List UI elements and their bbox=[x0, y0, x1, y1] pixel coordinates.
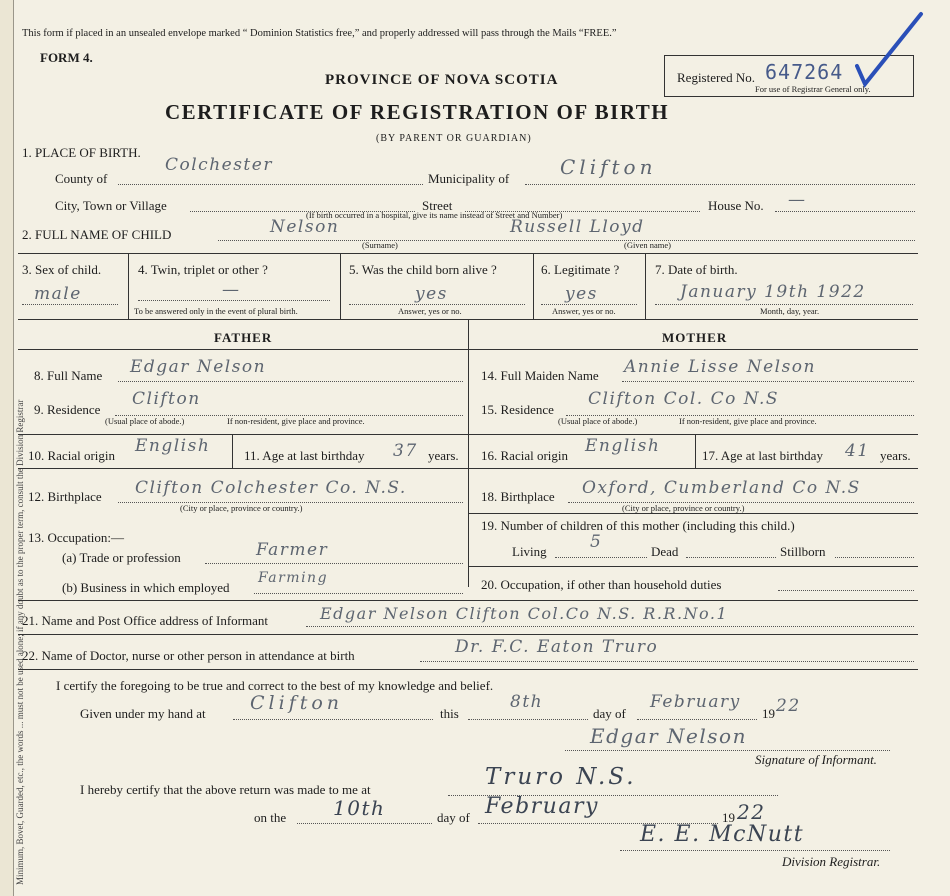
father-age-label: 11. Age at last birthday bbox=[244, 448, 365, 463]
county-value: Colchester bbox=[165, 155, 273, 175]
form-number: FORM 4. bbox=[40, 50, 93, 65]
certify-statement: I certify the foregoing to be true and correct to the best of my knowledge and belief. bbox=[56, 678, 494, 693]
mother-racial-label: 16. Racial origin bbox=[481, 448, 569, 463]
hospital-note: (If birth occurred in a hospital, give its name instead of Street and Number) bbox=[306, 210, 563, 220]
registrar-day-of-label: day of bbox=[437, 810, 470, 825]
father-residence-value: Clifton bbox=[132, 389, 201, 409]
father-birthplace-label: 12. Birthplace bbox=[28, 489, 102, 504]
mother-age-label: 17. Age at last birthday bbox=[702, 448, 823, 463]
father-residence-label: 9. Residence bbox=[34, 402, 101, 417]
legitimate-value: yes bbox=[565, 284, 598, 304]
given-name-note: (Given name) bbox=[624, 240, 671, 250]
given-place-value: Clifton bbox=[250, 692, 344, 714]
date-of-birth-value: January 19th 1922 bbox=[680, 282, 866, 302]
given-day-value: 8th bbox=[510, 692, 544, 712]
sex-value: male bbox=[34, 284, 82, 304]
given-under-label: Given under my hand at bbox=[80, 706, 206, 721]
mother-racial-value: English bbox=[585, 436, 661, 456]
business-value: Farming bbox=[258, 570, 329, 586]
father-heading: FATHER bbox=[214, 330, 273, 345]
trade-label: (a) Trade or profession bbox=[62, 550, 181, 565]
mother-heading: MOTHER bbox=[662, 330, 728, 345]
division-registrar-label: Division Registrar. bbox=[782, 854, 881, 869]
father-residence-note2: If non-resident, give place and province. bbox=[227, 416, 365, 426]
child-name-label: 2. FULL NAME OF CHILD bbox=[22, 227, 172, 242]
father-birthplace-value: Clifton Colchester Co. N.S. bbox=[135, 478, 407, 498]
twin-label: 4. Twin, triplet or other ? bbox=[138, 262, 268, 277]
house-value: — bbox=[788, 190, 807, 210]
mother-occupation-label: 20. Occupation, if other than household duties bbox=[481, 577, 722, 592]
mother-age-value: 41 bbox=[845, 441, 870, 461]
mother-birthplace-note: (City or place, province or country.) bbox=[622, 503, 745, 513]
informant-label: 21. Name and Post Office address of Informant bbox=[22, 613, 268, 628]
father-residence-note: (Usual place of abode.) bbox=[105, 416, 185, 426]
page-subtitle: (BY PARENT OR GUARDIAN) bbox=[376, 133, 532, 144]
born-alive-label: 5. Was the child born alive ? bbox=[349, 262, 497, 277]
given-month-value: February bbox=[650, 692, 741, 712]
born-alive-value: yes bbox=[415, 284, 448, 304]
registrar-statement: I hereby certify that the above return was made to me at bbox=[80, 782, 371, 797]
place-of-birth-label: 1. PLACE OF BIRTH. bbox=[22, 145, 141, 160]
father-years-label: years. bbox=[428, 448, 459, 463]
business-label: (b) Business in which employed bbox=[62, 580, 230, 595]
page-title: CERTIFICATE OF REGISTRATION OF BIRTH bbox=[165, 100, 670, 124]
perforated-edge bbox=[0, 0, 25, 896]
twin-note: To be answered only in the event of plural birth. bbox=[134, 306, 298, 316]
blue-check-mark bbox=[855, 10, 935, 90]
child-surname: Nelson bbox=[270, 217, 340, 237]
children-count-label: 19. Number of children of this mother (including this child.) bbox=[481, 518, 795, 533]
mother-residence-label: 15. Residence bbox=[481, 402, 554, 417]
stillborn-label: Stillborn bbox=[780, 544, 826, 559]
municipality-value: Clifton bbox=[560, 155, 657, 179]
county-label: County of bbox=[55, 171, 108, 186]
province-heading: PROVINCE OF NOVA SCOTIA bbox=[325, 72, 559, 88]
mail-note: This form if placed in an unsealed envelope marked “ Dominion Statistics free,” and properly addressed will pass through the Mails “FREE.” bbox=[22, 28, 617, 39]
street-label: Street bbox=[422, 198, 453, 213]
sex-label: 3. Sex of child. bbox=[22, 262, 102, 277]
doctor-label: 22. Name of Doctor, nurse or other person in attendance at birth bbox=[22, 648, 355, 663]
side-margin-text: Minimum, Bovet, Guarded, etc., the words ... must not be used alone; if any doubt as to the proper term, consult the Division Registrar bbox=[15, 399, 25, 885]
house-label: House No. bbox=[708, 198, 764, 213]
registrar-signature: E. E. McNutt bbox=[640, 822, 805, 847]
father-name-label: 8. Full Name bbox=[34, 368, 103, 383]
date-of-birth-note: Month, day, year. bbox=[760, 306, 820, 316]
registered-note: For use of Registrar General only. bbox=[755, 84, 871, 94]
municipality-label: Municipality of bbox=[428, 171, 510, 186]
father-age-value: 37 bbox=[393, 441, 418, 461]
mother-residence-note2: If non-resident, give place and province. bbox=[679, 416, 817, 426]
mother-residence-value: Clifton Col. Co N.S bbox=[588, 389, 780, 409]
on-the-label: on the bbox=[254, 810, 287, 825]
legitimate-label: 6. Legitimate ? bbox=[541, 262, 620, 277]
surname-note: (Surname) bbox=[362, 240, 398, 250]
living-value: 5 bbox=[590, 532, 603, 552]
this-label: this bbox=[440, 706, 459, 721]
mother-residence-note: (Usual place of abode.) bbox=[558, 416, 638, 426]
occupation-label: 13. Occupation:— bbox=[28, 530, 125, 545]
mother-name-label: 14. Full Maiden Name bbox=[481, 368, 599, 383]
city-label: City, Town or Village bbox=[55, 198, 167, 213]
registrar-place-value: Truro N.S. bbox=[485, 764, 637, 790]
mother-birthplace-label: 18. Birthplace bbox=[481, 489, 555, 504]
year-prefix: 19 bbox=[762, 706, 775, 721]
mother-name-value: Annie Lisse Nelson bbox=[624, 357, 816, 377]
given-year-value: 22 bbox=[776, 696, 801, 716]
legitimate-note: Answer, yes or no. bbox=[552, 306, 616, 316]
living-label: Living bbox=[512, 544, 547, 559]
signature-of-informant-label: Signature of Informant. bbox=[755, 752, 877, 767]
doctor-value: Dr. F.C. Eaton Truro bbox=[455, 637, 659, 657]
registered-label: Registered No. bbox=[677, 70, 755, 85]
registrar-month-value: February bbox=[485, 794, 599, 819]
father-birthplace-note: (City or place, province or country.) bbox=[180, 503, 303, 513]
father-racial-value: English bbox=[135, 436, 211, 456]
twin-value: — bbox=[222, 280, 241, 300]
registrar-year-value: 22 bbox=[737, 800, 766, 824]
trade-value: Farmer bbox=[256, 540, 329, 560]
day-of-label: day of bbox=[593, 706, 626, 721]
father-racial-label: 10. Racial origin bbox=[28, 448, 116, 463]
father-name-value: Edgar Nelson bbox=[130, 357, 267, 377]
registrar-year-prefix: 19 bbox=[722, 810, 735, 825]
registrar-day-value: 10th bbox=[333, 796, 386, 820]
informant-value: Edgar Nelson Clifton Col.Co N.S. R.R.No.1 bbox=[320, 604, 729, 623]
informant-signature: Edgar Nelson bbox=[590, 724, 747, 748]
registered-number: 647264 bbox=[765, 60, 844, 84]
born-alive-note: Answer, yes or no. bbox=[398, 306, 462, 316]
date-of-birth-label: 7. Date of birth. bbox=[655, 262, 738, 277]
mother-years-label: years. bbox=[880, 448, 911, 463]
mother-birthplace-value: Oxford, Cumberland Co N.S bbox=[582, 478, 861, 498]
child-given-name: Russell Lloyd bbox=[510, 217, 645, 237]
dead-label: Dead bbox=[651, 544, 679, 559]
